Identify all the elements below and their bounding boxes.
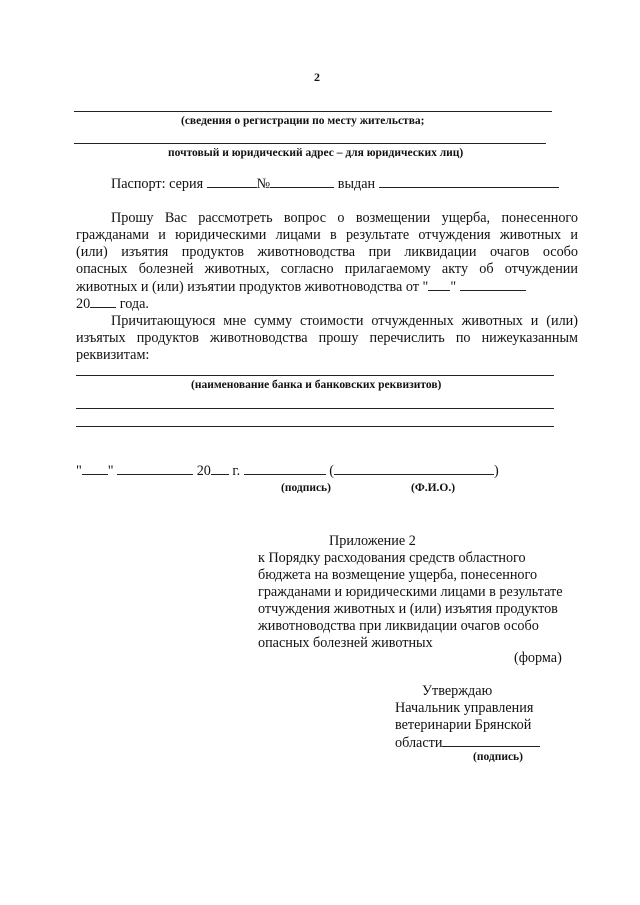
passport-series-field xyxy=(207,175,257,188)
act-day-field xyxy=(428,278,450,291)
approval-line-3 xyxy=(395,734,540,752)
approval-line-1: Начальник управления xyxy=(395,700,534,716)
bank-line-2 xyxy=(76,408,554,409)
passport-row xyxy=(111,175,559,193)
date-year-field xyxy=(211,462,229,475)
approval-line-2: ветеринарии Брянской xyxy=(395,717,532,733)
bank-line-1 xyxy=(76,375,554,376)
request-line-3: (или) изъятия продуктов животноводства при ликвидации очагов особо xyxy=(76,244,578,260)
approval-signature-caption: (подпись) xyxy=(473,751,523,763)
act-month-field xyxy=(460,278,526,291)
address-line xyxy=(74,143,546,144)
appendix-line-4: отчуждения животных и (или) изъятия продуктов xyxy=(258,601,558,617)
approve-label: Утверждаю xyxy=(422,683,493,699)
appendix-line-5: животноводства при ликвидации очагов особо xyxy=(258,618,539,634)
appendix-line-1: к Порядку расходования средств областного xyxy=(258,550,526,566)
appendix-line-2: бюджета на возмещение ущерба, понесенного xyxy=(258,567,538,583)
fio-paren-close: ) xyxy=(494,463,499,479)
date-year-suffix: г. xyxy=(232,463,241,479)
registration-line xyxy=(74,111,552,112)
bank-caption: (наименование банка и банковских реквизитов) xyxy=(191,379,442,391)
act-year-prefix: 20 xyxy=(76,296,91,312)
passport-issued-field xyxy=(379,175,559,188)
signature-row xyxy=(76,462,499,480)
date-year-prefix: 20 xyxy=(196,463,211,479)
passport-number-sign: № xyxy=(256,176,271,192)
payment-line-2: изъятых продуктов животноводства прошу перечислить по нижеуказанным xyxy=(76,330,578,346)
page-number: 2 xyxy=(314,70,320,84)
date-quote-close: " xyxy=(107,463,114,479)
act-year-suffix: года. xyxy=(119,296,149,312)
fio-paren-open: ( xyxy=(329,463,335,479)
approval-signature-field xyxy=(442,734,540,747)
payment-line-1: Причитающуюся мне сумму стоимости отчужденных животных и (или) xyxy=(111,313,578,329)
passport-label: Паспорт: серия xyxy=(111,176,204,192)
request-line-1: Прошу Вас рассмотреть вопрос о возмещении ущерба, понесенного xyxy=(111,210,578,226)
bank-line-3 xyxy=(76,426,554,427)
appendix-line-6: опасных болезней животных xyxy=(258,635,433,651)
fio-field xyxy=(334,462,494,475)
registration-caption: (сведения о регистрации по месту жительства; xyxy=(181,115,425,127)
appendix-line-3: гражданами и юридическими лицами в результате xyxy=(258,584,563,600)
request-line-2: гражданами и юридическими лицами в результате отчуждения животных и xyxy=(76,227,578,243)
request-line-5: животных и (или) изъятии продуктов животноводства от " " xyxy=(76,278,526,296)
passport-number-field xyxy=(270,175,334,188)
date-month-field xyxy=(117,462,193,475)
request-act-text: животных и (или) изъятии продуктов животноводства от " xyxy=(76,279,429,295)
appendix-title: Приложение 2 xyxy=(329,533,416,549)
date-day-field xyxy=(82,462,108,475)
form-label: (форма) xyxy=(514,650,562,666)
request-line-4: опасных болезней животных, согласно прилагаемому акту об отчуждении xyxy=(76,261,578,277)
act-year-field xyxy=(90,295,116,308)
fio-caption: (Ф.И.О.) xyxy=(411,482,456,494)
approval-region: области xyxy=(395,735,443,751)
payment-line-3: реквизитам: xyxy=(76,347,150,363)
passport-issued-label: выдан xyxy=(337,176,376,192)
request-line-6 xyxy=(76,295,149,313)
signature-field xyxy=(244,462,326,475)
signature-caption: (подпись) xyxy=(281,482,331,494)
address-caption: почтовый и юридический адрес – для юридических лиц) xyxy=(168,147,464,159)
date-quote-open: " xyxy=(76,463,82,479)
